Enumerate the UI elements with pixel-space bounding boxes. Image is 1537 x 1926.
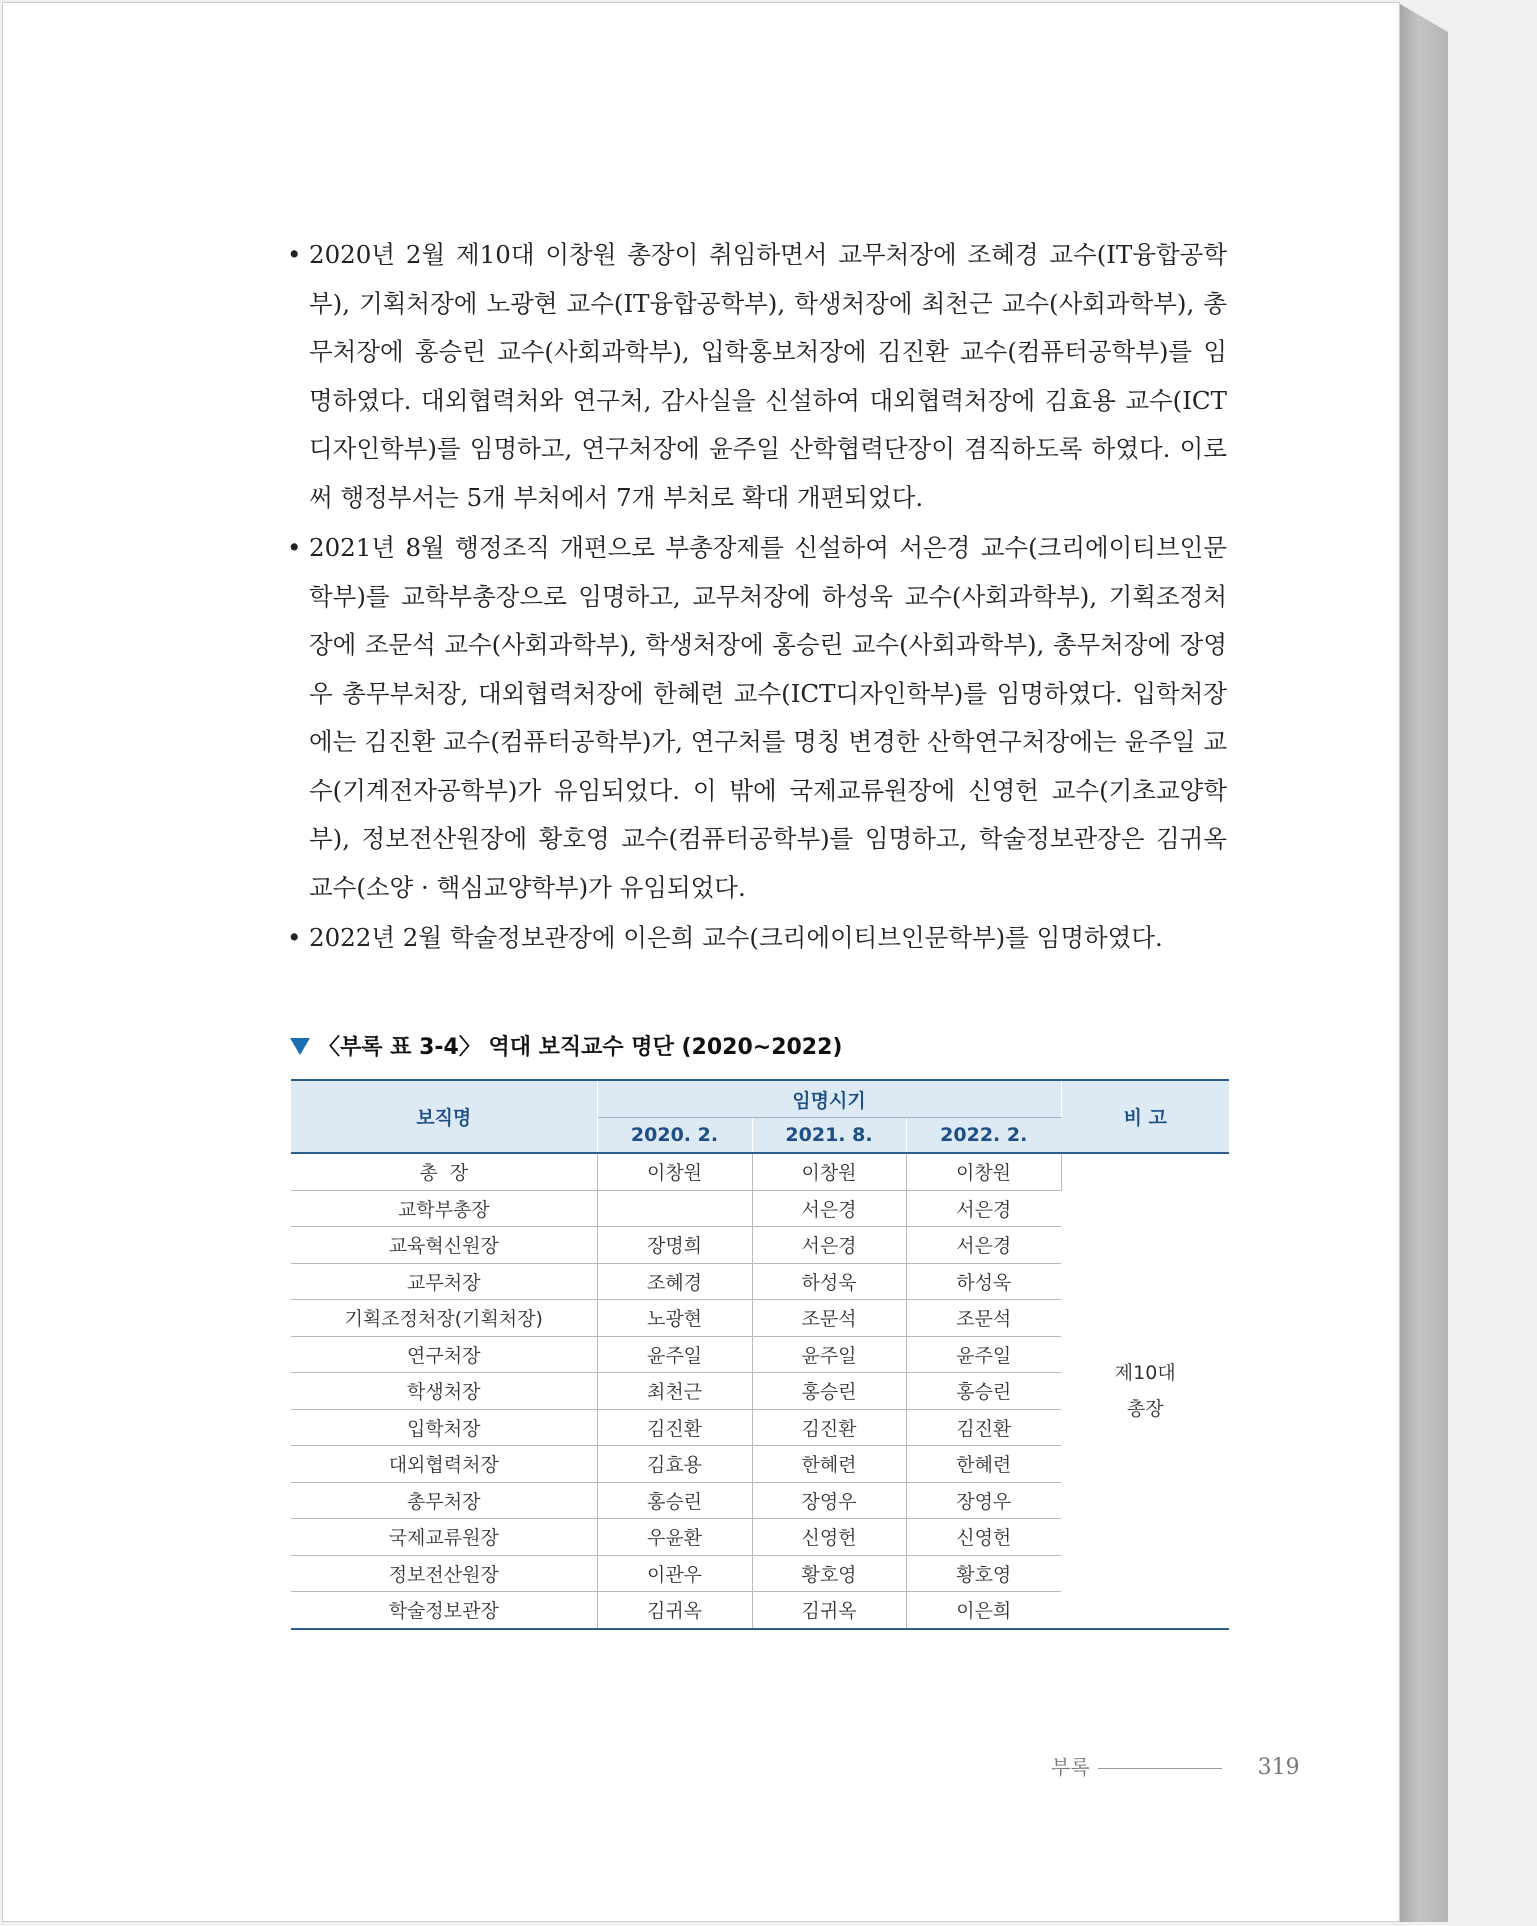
cell-appointee: 조혜경 xyxy=(597,1263,752,1300)
cell-appointee: 김진환 xyxy=(597,1409,752,1446)
cell-position: 교학부총장 xyxy=(291,1190,597,1227)
cell-position: 교무처장 xyxy=(291,1263,597,1300)
cell-position: 입학처장 xyxy=(291,1409,597,1446)
cell-appointee: 신영헌 xyxy=(752,1519,906,1556)
header-position: 보직명 xyxy=(291,1080,597,1153)
table-row xyxy=(291,1153,1229,1190)
page-edge xyxy=(1400,4,1448,1922)
cell-appointee: 이은희 xyxy=(906,1592,1061,1629)
cell-appointee: 신영헌 xyxy=(906,1519,1061,1556)
cell-appointee: 황호영 xyxy=(906,1555,1061,1592)
cell-appointee: 이창원 xyxy=(752,1153,906,1190)
cell-position: 국제교류원장 xyxy=(291,1519,597,1556)
paragraph-2020 xyxy=(287,231,1227,522)
paragraph-text: 2022년 2월 학술정보관장에 이은희 교수(크리에이티브인문학부)를 임명하였다. xyxy=(309,923,1163,952)
cell-appointee: 이관우 xyxy=(597,1555,752,1592)
cell-appointee: 장영우 xyxy=(752,1482,906,1519)
book-page xyxy=(2,2,1400,1922)
cell-appointee: 하성욱 xyxy=(906,1263,1061,1300)
header-date: 2021. 8. xyxy=(752,1118,906,1154)
cell-note xyxy=(1061,1153,1229,1629)
paragraph-2022 xyxy=(287,914,1227,963)
cell-appointee: 김귀옥 xyxy=(597,1592,752,1629)
cell-appointee: 이창원 xyxy=(906,1153,1061,1190)
cell-position: 총무처장 xyxy=(291,1482,597,1519)
table-title-text: 〈부록 표 3-4〉 역대 보직교수 명단 (2020~2022) xyxy=(318,1035,843,1060)
cell-position: 연구처장 xyxy=(291,1336,597,1373)
cell-position: 학술정보관장 xyxy=(291,1592,597,1629)
cell-position: 기획조정처장(기획처장) xyxy=(291,1300,597,1337)
cell-appointee: 조문석 xyxy=(906,1300,1061,1337)
header-period: 임명시기 xyxy=(597,1080,1061,1118)
header-note: 비 고 xyxy=(1061,1080,1229,1153)
cell-appointee: 김진환 xyxy=(906,1409,1061,1446)
cell-appointee: 윤주일 xyxy=(752,1336,906,1373)
note-line: 총장 xyxy=(1126,1397,1164,1420)
cell-appointee: 홍승린 xyxy=(752,1373,906,1410)
cell-position: 정보전산원장 xyxy=(291,1555,597,1592)
cell-appointee: 황호영 xyxy=(752,1555,906,1592)
page-number: 319 xyxy=(1257,1755,1300,1780)
cell-appointee: 홍승린 xyxy=(906,1373,1061,1410)
cell-appointee: 서은경 xyxy=(752,1190,906,1227)
bullet-icon: • xyxy=(287,923,302,952)
cell-appointee: 조문석 xyxy=(752,1300,906,1337)
roster-table xyxy=(291,1079,1229,1630)
cell-position: 대외협력처장 xyxy=(291,1446,597,1483)
cell-appointee: 김효용 xyxy=(597,1446,752,1483)
cell-appointee: 하성욱 xyxy=(752,1263,906,1300)
cell-appointee: 한혜련 xyxy=(906,1446,1061,1483)
cell-appointee: 윤주일 xyxy=(906,1336,1061,1373)
cell-appointee: 한혜련 xyxy=(752,1446,906,1483)
cell-position: 교육혁신원장 xyxy=(291,1227,597,1264)
cell-appointee: 윤주일 xyxy=(597,1336,752,1373)
footer-section: 부록 xyxy=(1051,1755,1090,1779)
bullet-icon: • xyxy=(287,533,302,562)
footer-rule xyxy=(1098,1768,1222,1769)
paragraph-text: 2020년 2월 제10대 이창원 총장이 취임하면서 교무처장에 조혜경 교수(IT융합공학부), 기획처장에 노광현 교수(IT융합공학부), 학생처장에 최천근 교수(사회과학부), 총무처장에 홍승린 교수(사회과학부), 입학홍보처장에 김진환 교수(컴퓨터공학부)를 임명하였다. 대외협력처와 연구처, 감사실을 신설하여 대외협력처장에 김효용 교수(ICT디자인학부)를 임명하고, 연구처장에 윤주일 산학협력단장이 겸직하도록 하였다. 이로써 행정부서는 5개 부처에서 7개 부처로 확대 개편되었다. xyxy=(309,240,1227,512)
cell-appointee: 장영우 xyxy=(906,1482,1061,1519)
paragraph-text: 2021년 8월 행정조직 개편으로 부총장제를 신설하여 서은경 교수(크리에이티브인문학부)를 교학부총장으로 임명하고, 교무처장에 하성욱 교수(사회과학부), 기획조정처장에 조문석 교수(사회과학부), 학생처장에 홍승린 교수(사회과학부), 총무처장에 장영우 총무부처장, 대외협력처장에 한혜련 교수(ICT디자인학부)를 임명하였다. 입학처장에는 김진환 교수(컴퓨터공학부)가, 연구처를 명칭 변경한 산학연구처장에는 윤주일 교수(기계전자공학부)가 유임되었다. 이 밖에 국제교류원장에 신영헌 교수(기초교양학부), 정보전산원장에 황호영 교수(컴퓨터공학부)를 임명하고, 학술정보관장은 김귀옥 교수(소양 · 핵심교양학부)가 유임되었다. xyxy=(309,533,1227,902)
cell-appointee: 우윤환 xyxy=(597,1519,752,1556)
cell-appointee xyxy=(597,1190,752,1227)
cell-appointee: 김진환 xyxy=(752,1409,906,1446)
header-date: 2020. 2. xyxy=(597,1118,752,1154)
body-text xyxy=(287,231,1227,965)
header-date: 2022. 2. xyxy=(906,1118,1061,1154)
roster-body xyxy=(291,1153,1229,1629)
cell-appointee: 서은경 xyxy=(752,1227,906,1264)
cell-appointee: 최천근 xyxy=(597,1373,752,1410)
cell-appointee: 장명희 xyxy=(597,1227,752,1264)
cell-appointee: 서은경 xyxy=(906,1190,1061,1227)
bullet-icon: • xyxy=(287,240,302,269)
cell-position: 총 장 xyxy=(291,1153,597,1190)
page-footer xyxy=(1051,1751,1300,1780)
cell-appointee: 이창원 xyxy=(597,1153,752,1190)
note-line: 제10대 xyxy=(1114,1361,1176,1384)
cell-appointee: 서은경 xyxy=(906,1227,1061,1264)
cell-position: 학생처장 xyxy=(291,1373,597,1410)
cell-appointee: 홍승린 xyxy=(597,1482,752,1519)
triangle-down-icon xyxy=(290,1038,310,1055)
paragraph-2021 xyxy=(287,524,1227,912)
cell-appointee: 김귀옥 xyxy=(752,1592,906,1629)
table-caption xyxy=(290,1030,842,1061)
cell-appointee: 노광현 xyxy=(597,1300,752,1337)
